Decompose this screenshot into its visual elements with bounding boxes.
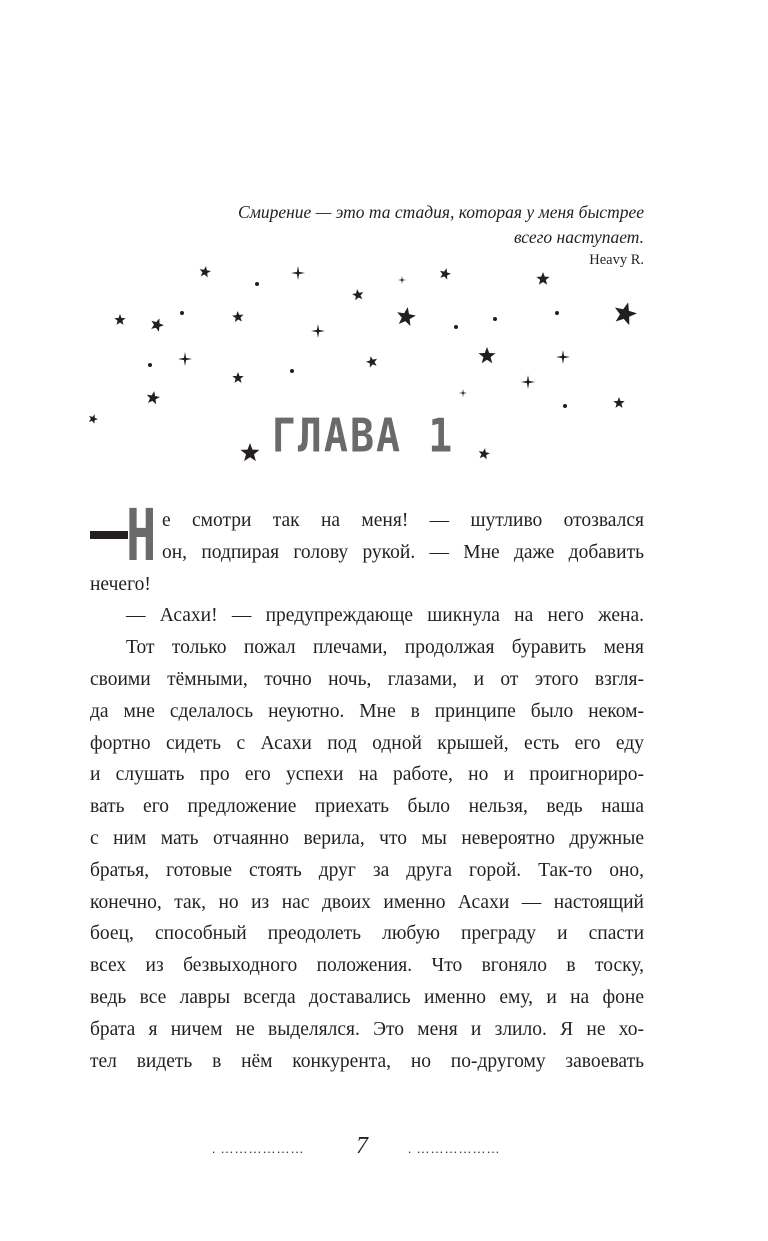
star-icon [536, 272, 549, 285]
epigraph-author: Heavy R. [589, 252, 644, 268]
star-icon [555, 311, 559, 315]
body-line: боец, способный преодолеть любую преграду и спасти [90, 923, 644, 945]
star-icon [611, 299, 639, 326]
body-line: вать его предложение приехать было нельзя, ведь наша [90, 796, 644, 818]
body-line: конечно, так, но из нас двоих именно Асахи — настоящий [90, 891, 644, 913]
star-icon [459, 389, 467, 397]
drop-cap-letter: Н [126, 493, 157, 578]
body-line: нечего! [90, 573, 151, 595]
footer-dots-right: . ……………… [408, 1141, 501, 1156]
star-icon [454, 325, 458, 329]
star-icon [291, 266, 305, 280]
body-line: ведь все лавры всегда доставались именно ему, и на фоне [90, 986, 644, 1008]
body-line: своими тёмными, точно ночь, глазами, и от этого взгля- [90, 668, 644, 690]
footer-dots-left: . ……………… [212, 1141, 305, 1156]
star-icon [199, 265, 212, 278]
star-icon [395, 306, 417, 327]
star-icon [521, 375, 535, 389]
epigraph-line-2: всего наступает. [513, 227, 644, 247]
star-icon [178, 352, 192, 366]
star-icon [493, 317, 497, 321]
star-icon [145, 390, 160, 405]
star-icon [149, 316, 166, 332]
body-line: да мне сделалось неуютно. Мне в принципе было неком- [90, 700, 644, 722]
star-icon [180, 311, 184, 315]
body-text [90, 505, 644, 1077]
star-icon [365, 355, 379, 368]
body-line: братья, готовые стоять друг за друга горой. Так-то оно, [90, 859, 644, 881]
star-icon [563, 404, 567, 408]
star-icon [556, 350, 570, 364]
body-line: фортно сидеть с Асахи под одной крышей, есть его еду [90, 732, 644, 754]
star-icon [290, 369, 294, 373]
star-icon [255, 282, 259, 286]
body-line: — Асахи! — предупреждающе шикнула на него жена. [126, 605, 644, 627]
body-line: и слушать про его успехи на работе, но и проигнориро- [90, 764, 644, 786]
star-icon [148, 363, 152, 367]
star-icon [351, 288, 364, 301]
star-icon [232, 372, 243, 383]
body-line: он, подпирая голову рукой. — Мне даже добавить [162, 541, 644, 563]
star-icon [613, 397, 624, 408]
body-line: е смотри так на меня! — шутливо отозвался [162, 510, 644, 531]
body-line: с ним мать отчаянно верила, что мы невероятно дружные [90, 827, 644, 849]
body-line: брата я ничем не выделялся. Это меня и злило. Я не хо- [90, 1018, 644, 1040]
star-icon [114, 314, 125, 325]
star-icon [311, 324, 325, 338]
star-icon [398, 276, 406, 284]
page-number: 7 [356, 1133, 368, 1159]
body-line: всех из безвыходного положения. Что вгоняло в тоску, [90, 955, 644, 977]
epigraph-line-1: Смирение — это та стадия, которая у меня быстрее [238, 202, 644, 222]
page-footer [200, 1133, 540, 1163]
star-icon [87, 413, 99, 425]
body-line: тел видеть в нём конкурента, но по-другому завоевать [90, 1050, 644, 1072]
star-icon [478, 447, 491, 460]
chapter-title: ГЛАВА 1 [271, 410, 455, 464]
star-icon [438, 267, 452, 280]
star-icon [478, 347, 495, 363]
body-line: Тот только пожал плечами, продолжая буравить меня [126, 637, 644, 659]
star-icon [232, 311, 244, 323]
